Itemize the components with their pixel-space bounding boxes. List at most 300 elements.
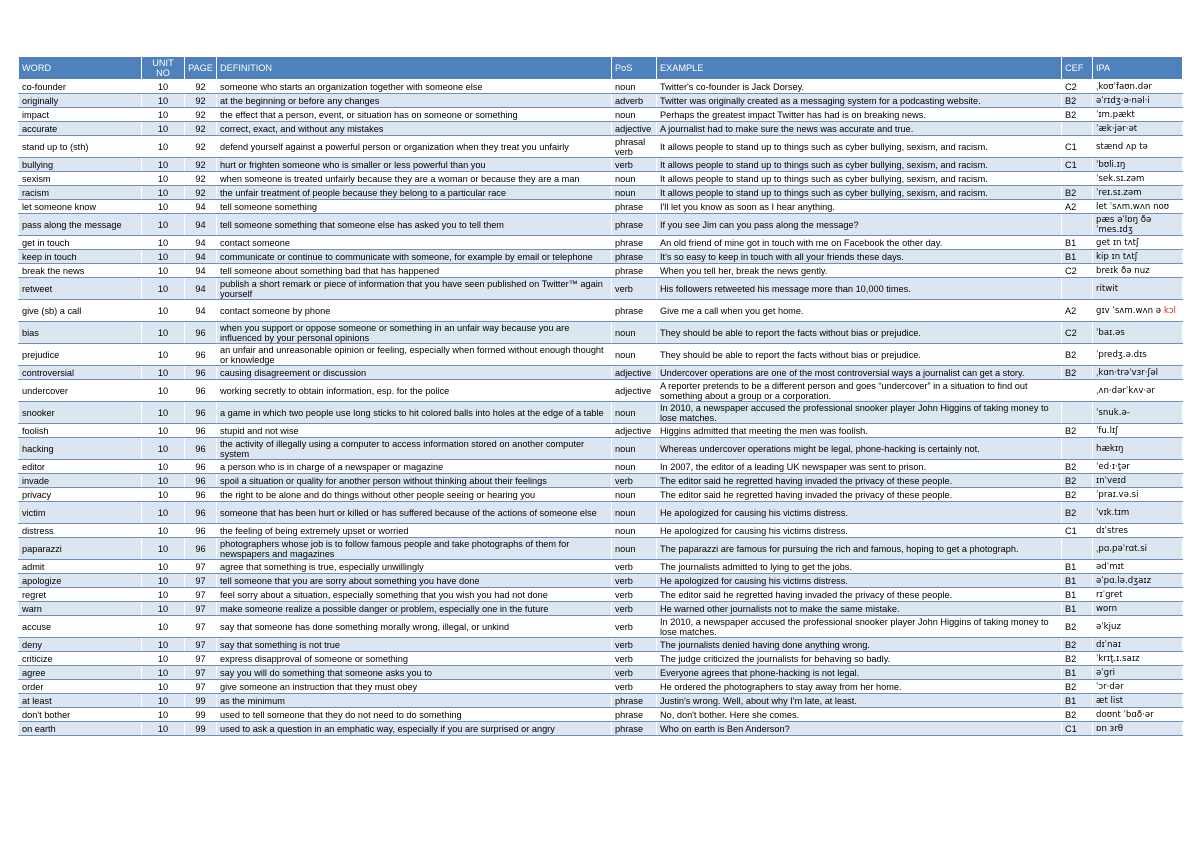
word-cell: controversial: [19, 366, 142, 380]
pos-cell: phrase: [612, 694, 657, 708]
example-cell: A journalist had to make sure the news was accurate and true.: [657, 122, 1062, 136]
example-cell: Give me a call when you get home.: [657, 300, 1062, 322]
definition-cell: an unfair and unreasonable opinion or feeling, especially when formed without enough thought or knowledge: [217, 344, 612, 366]
word-cell: racism: [19, 186, 142, 200]
example-cell: A reporter pretends to be a different person and goes “undercover” in a situation to find out something about a group or a corporation.: [657, 380, 1062, 402]
table-row: [19, 366, 1183, 380]
pos-cell: adjective: [612, 424, 657, 438]
table-row: [19, 136, 1183, 158]
example-cell: The paparazzi are famous for pursuing the rich and famous, hoping to get a photograph.: [657, 538, 1062, 560]
header-example: EXAMPLE: [657, 57, 1062, 80]
pos-cell: verb: [612, 652, 657, 666]
header-ipa: IPA: [1093, 57, 1183, 80]
page-cell: 96: [185, 438, 217, 460]
word-cell: co-founder: [19, 80, 142, 94]
ipa-cell: ˈpredʒ.ə.dɪs: [1093, 344, 1183, 366]
page-cell: 92: [185, 108, 217, 122]
unit-cell: 10: [142, 322, 185, 344]
ipa-cell: breɪk ðə nuz: [1093, 264, 1183, 278]
page-cell: 97: [185, 680, 217, 694]
table-row: [19, 474, 1183, 488]
ipa-cell: ˌpɑ.pəˈrɑt.si: [1093, 538, 1183, 560]
definition-cell: say that someone has done something morally wrong, illegal, or unkind: [217, 616, 612, 638]
word-cell: originally: [19, 94, 142, 108]
header-word: WORD: [19, 57, 142, 80]
word-cell: bias: [19, 322, 142, 344]
table-row: [19, 214, 1183, 236]
ipa-cell: let ˈsʌm.wʌn noʊ: [1093, 200, 1183, 214]
definition-cell: tell someone something: [217, 200, 612, 214]
cef-cell: B2: [1062, 366, 1093, 380]
table-row: [19, 438, 1183, 460]
word-cell: prejudice: [19, 344, 142, 366]
cef-cell: B1: [1062, 560, 1093, 574]
example-cell: Twitter was originally created as a messaging system for a podcasting website.: [657, 94, 1062, 108]
ipa-cell: æt list: [1093, 694, 1183, 708]
cef-cell: B1: [1062, 574, 1093, 588]
unit-cell: 10: [142, 424, 185, 438]
table-row: [19, 588, 1183, 602]
pos-cell: adverb: [612, 94, 657, 108]
page-cell: 97: [185, 638, 217, 652]
definition-cell: make someone realize a possible danger or problem, especially one in the future: [217, 602, 612, 616]
table-row: [19, 538, 1183, 560]
table-row: [19, 94, 1183, 108]
ipa-cell: ˈvɪk.tɪm: [1093, 502, 1183, 524]
page-cell: 92: [185, 136, 217, 158]
ipa-cell: get ɪn tʌtʃ: [1093, 236, 1183, 250]
pos-cell: adjective: [612, 366, 657, 380]
header-definition: DEFINITION: [217, 57, 612, 80]
table-row: [19, 708, 1183, 722]
header-page: PAGE: [185, 57, 217, 80]
definition-cell: a person who is in charge of a newspaper or magazine: [217, 460, 612, 474]
unit-cell: 10: [142, 616, 185, 638]
pos-cell: verb: [612, 602, 657, 616]
unit-cell: 10: [142, 438, 185, 460]
ipa-cell: ɒn ɜrθ: [1093, 722, 1183, 736]
word-cell: editor: [19, 460, 142, 474]
pos-cell: phrase: [612, 300, 657, 322]
cef-cell: C1: [1062, 722, 1093, 736]
example-cell: The editor said he regretted having invaded the privacy of these people.: [657, 588, 1062, 602]
page-cell: 96: [185, 538, 217, 560]
example-cell: In 2010, a newspaper accused the professional snooker player John Higgins of taking money to lose matches.: [657, 616, 1062, 638]
example-cell: Justin's wrong. Well, about why I'm late, at least.: [657, 694, 1062, 708]
header-cef: CEF: [1062, 57, 1093, 80]
pos-cell: noun: [612, 80, 657, 94]
header-unit: UNIT NO: [142, 57, 185, 80]
unit-cell: 10: [142, 560, 185, 574]
example-cell: Twitter's co-founder is Jack Dorsey.: [657, 80, 1062, 94]
unit-cell: 10: [142, 680, 185, 694]
definition-cell: tell someone something that someone else has asked you to tell them: [217, 214, 612, 236]
cef-cell: [1062, 278, 1093, 300]
definition-cell: give someone an instruction that they must obey: [217, 680, 612, 694]
unit-cell: 10: [142, 574, 185, 588]
pos-cell: noun: [612, 344, 657, 366]
word-cell: stand up to (sth): [19, 136, 142, 158]
word-cell: apologize: [19, 574, 142, 588]
ipa-cell: ˈbʊli.ɪŋ: [1093, 158, 1183, 172]
word-cell: paparazzi: [19, 538, 142, 560]
header-pos: PoS: [612, 57, 657, 80]
word-cell: impact: [19, 108, 142, 122]
cef-cell: A2: [1062, 300, 1093, 322]
word-cell: keep in touch: [19, 250, 142, 264]
example-cell: The editor said he regretted having invaded the privacy of these people.: [657, 474, 1062, 488]
table-row: [19, 524, 1183, 538]
ipa-cell: ˈkrɪt̬.ɪ.saɪz: [1093, 652, 1183, 666]
table-row: [19, 402, 1183, 424]
example-cell: Whereas undercover operations might be legal, phone-hacking is certainly not.: [657, 438, 1062, 460]
word-cell: break the news: [19, 264, 142, 278]
table-row: [19, 460, 1183, 474]
ipa-cell: ˈɪm.pækt: [1093, 108, 1183, 122]
example-cell: It allows people to stand up to things such as cyber bullying, sexism, and racism.: [657, 186, 1062, 200]
table-row: [19, 300, 1183, 322]
pos-cell: verb: [612, 666, 657, 680]
example-cell: The journalists admitted to lying to get the jobs.: [657, 560, 1062, 574]
word-cell: accuse: [19, 616, 142, 638]
word-cell: admit: [19, 560, 142, 574]
pos-cell: phrase: [612, 214, 657, 236]
cef-cell: [1062, 538, 1093, 560]
table-row: [19, 122, 1183, 136]
cef-cell: B2: [1062, 460, 1093, 474]
ipa-cell: doʊnt ˈbɑð·ər: [1093, 708, 1183, 722]
word-cell: privacy: [19, 488, 142, 502]
definition-cell: when someone is treated unfairly because they are a woman or because they are a man: [217, 172, 612, 186]
definition-cell: the effect that a person, event, or situation has on someone or something: [217, 108, 612, 122]
unit-cell: 10: [142, 602, 185, 616]
page-cell: 96: [185, 366, 217, 380]
page-cell: 92: [185, 122, 217, 136]
definition-cell: the activity of illegally using a computer to access information stored on another computer system: [217, 438, 612, 460]
word-cell: accurate: [19, 122, 142, 136]
page-cell: 97: [185, 652, 217, 666]
table-row: [19, 602, 1183, 616]
ipa-cell: ˈsnuk.ə-: [1093, 402, 1183, 424]
pos-cell: verb: [612, 560, 657, 574]
page-cell: 96: [185, 344, 217, 366]
example-cell: They should be able to report the facts without bias or prejudice.: [657, 322, 1062, 344]
word-cell: regret: [19, 588, 142, 602]
cef-cell: B2: [1062, 488, 1093, 502]
page-cell: 94: [185, 278, 217, 300]
definition-cell: publish a short remark or piece of information that you have seen published on Twitter™ again yourself: [217, 278, 612, 300]
ipa-cell: əˈgri: [1093, 666, 1183, 680]
word-cell: on earth: [19, 722, 142, 736]
word-cell: retweet: [19, 278, 142, 300]
ipa-cell: stænd ʌp tə: [1093, 136, 1183, 158]
cef-cell: B2: [1062, 474, 1093, 488]
example-cell: His followers retweeted his message more than 10,000 times.: [657, 278, 1062, 300]
page-cell: 96: [185, 380, 217, 402]
table-row: [19, 322, 1183, 344]
example-cell: Undercover operations are one of the most controversial ways a journalist can get a story.: [657, 366, 1062, 380]
ipa-cell: əˈkjuz: [1093, 616, 1183, 638]
table-row: [19, 666, 1183, 680]
unit-cell: 10: [142, 652, 185, 666]
pos-cell: noun: [612, 538, 657, 560]
table-row: [19, 574, 1183, 588]
cef-cell: B1: [1062, 588, 1093, 602]
table-row: [19, 200, 1183, 214]
example-cell: In 2010, a newspaper accused the professional snooker player John Higgins of taking money to lose matches.: [657, 402, 1062, 424]
pos-cell: noun: [612, 172, 657, 186]
definition-cell: communicate or continue to communicate with someone, for example by email or telephone: [217, 250, 612, 264]
definition-cell: stupid and not wise: [217, 424, 612, 438]
unit-cell: 10: [142, 460, 185, 474]
cef-cell: B1: [1062, 236, 1093, 250]
ipa-cell: dɪˈstres: [1093, 524, 1183, 538]
pos-cell: noun: [612, 438, 657, 460]
cef-cell: [1062, 380, 1093, 402]
table-row: [19, 344, 1183, 366]
cef-cell: [1062, 438, 1093, 460]
page-cell: 94: [185, 236, 217, 250]
unit-cell: 10: [142, 236, 185, 250]
pos-cell: adjective: [612, 122, 657, 136]
definition-cell: used to ask a question in an emphatic way, especially if you are surprised or angry: [217, 722, 612, 736]
definition-cell: photographers whose job is to follow famous people and take photographs of them for newspapers and magazines: [217, 538, 612, 560]
definition-cell: say you will do something that someone asks you to: [217, 666, 612, 680]
unit-cell: 10: [142, 502, 185, 524]
page-cell: 99: [185, 708, 217, 722]
table-row: [19, 424, 1183, 438]
unit-cell: 10: [142, 366, 185, 380]
table-row: [19, 250, 1183, 264]
unit-cell: 10: [142, 300, 185, 322]
ipa-highlight: kɔl: [1163, 305, 1176, 316]
example-cell: They should be able to report the facts without bias or prejudice.: [657, 344, 1062, 366]
pos-cell: noun: [612, 460, 657, 474]
example-cell: No, don't bother. Here she comes.: [657, 708, 1062, 722]
cef-cell: A2: [1062, 200, 1093, 214]
pos-cell: verb: [612, 158, 657, 172]
unit-cell: 10: [142, 278, 185, 300]
ipa-cell: əˈpɑ.lə.dʒaɪz: [1093, 574, 1183, 588]
unit-cell: 10: [142, 474, 185, 488]
pos-cell: phrase: [612, 200, 657, 214]
cef-cell: [1062, 172, 1093, 186]
word-cell: give (sb) a call: [19, 300, 142, 322]
cef-cell: B2: [1062, 708, 1093, 722]
cef-cell: B2: [1062, 186, 1093, 200]
unit-cell: 10: [142, 108, 185, 122]
example-cell: It's so easy to keep in touch with all your friends these days.: [657, 250, 1062, 264]
cef-cell: B2: [1062, 680, 1093, 694]
pos-cell: phrase: [612, 250, 657, 264]
word-cell: distress: [19, 524, 142, 538]
unit-cell: 10: [142, 488, 185, 502]
unit-cell: 10: [142, 708, 185, 722]
page-cell: 94: [185, 300, 217, 322]
cef-cell: B2: [1062, 424, 1093, 438]
cef-cell: C1: [1062, 136, 1093, 158]
example-cell: He apologized for causing his victims distress.: [657, 502, 1062, 524]
definition-cell: hurt or frighten someone who is smaller or less powerful than you: [217, 158, 612, 172]
definition-cell: the unfair treatment of people because they belong to a particular race: [217, 186, 612, 200]
example-cell: I'll let you know as soon as I hear anything.: [657, 200, 1062, 214]
example-cell: It allows people to stand up to things such as cyber bullying, sexism, and racism.: [657, 158, 1062, 172]
definition-cell: at the beginning or before any changes: [217, 94, 612, 108]
word-cell: at least: [19, 694, 142, 708]
ipa-cell: ˈed·ɪ·t̬ər: [1093, 460, 1183, 474]
cef-cell: B1: [1062, 666, 1093, 680]
cef-cell: C1: [1062, 158, 1093, 172]
page-cell: 92: [185, 186, 217, 200]
pos-cell: phrase: [612, 236, 657, 250]
pos-cell: noun: [612, 502, 657, 524]
definition-cell: someone who starts an organization together with someone else: [217, 80, 612, 94]
word-cell: get in touch: [19, 236, 142, 250]
pos-cell: verb: [612, 474, 657, 488]
cef-cell: [1062, 122, 1093, 136]
word-cell: sexism: [19, 172, 142, 186]
ipa-text: gɪv ˈsʌm.wʌn ə: [1096, 305, 1162, 316]
example-cell: The judge criticized the journalists for behaving so badly.: [657, 652, 1062, 666]
cef-cell: B1: [1062, 250, 1093, 264]
unit-cell: 10: [142, 666, 185, 680]
page-cell: 96: [185, 488, 217, 502]
page-cell: 96: [185, 474, 217, 488]
table-row: [19, 652, 1183, 666]
definition-cell: spoil a situation or quality for another person without thinking about their feelings: [217, 474, 612, 488]
cef-cell: B2: [1062, 502, 1093, 524]
cef-cell: [1062, 214, 1093, 236]
cef-cell: [1062, 402, 1093, 424]
word-cell: order: [19, 680, 142, 694]
unit-cell: 10: [142, 264, 185, 278]
pos-cell: noun: [612, 402, 657, 424]
ipa-cell: ritwit: [1093, 278, 1183, 300]
pos-cell: verb: [612, 588, 657, 602]
unit-cell: 10: [142, 722, 185, 736]
page-cell: 94: [185, 200, 217, 214]
page-cell: 96: [185, 502, 217, 524]
ipa-cell: kip ɪn tʌtʃ: [1093, 250, 1183, 264]
table-row: [19, 380, 1183, 402]
table-row: [19, 560, 1183, 574]
pos-cell: noun: [612, 322, 657, 344]
page-cell: 92: [185, 172, 217, 186]
example-cell: In 2007, the editor of a leading UK newspaper was sent to prison.: [657, 460, 1062, 474]
cef-cell: C1: [1062, 524, 1093, 538]
unit-cell: 10: [142, 638, 185, 652]
ipa-cell: ɪnˈveɪd: [1093, 474, 1183, 488]
page-cell: 96: [185, 402, 217, 424]
page-cell: 96: [185, 322, 217, 344]
definition-cell: causing disagreement or discussion: [217, 366, 612, 380]
unit-cell: 10: [142, 250, 185, 264]
table-row: [19, 488, 1183, 502]
pos-cell: verb: [612, 574, 657, 588]
definition-cell: when you support or oppose someone or something in an unfair way because you are influenced by your personal opinions: [217, 322, 612, 344]
example-cell: When you tell her, break the news gently.: [657, 264, 1062, 278]
ipa-cell: ˈsek.sɪ.zəm: [1093, 172, 1183, 186]
ipa-cell: pæs əˈlɒŋ ðə ˈmes.ɪdʒ: [1093, 214, 1183, 236]
table-row: [19, 80, 1183, 94]
definition-cell: express disapproval of someone or something: [217, 652, 612, 666]
table-row: [19, 722, 1183, 736]
table-row: [19, 616, 1183, 638]
example-cell: Higgins admitted that meeting the men was foolish.: [657, 424, 1062, 438]
example-cell: The editor said he regretted having invaded the privacy of these people.: [657, 488, 1062, 502]
example-cell: Everyone agrees that phone-hacking is not legal.: [657, 666, 1062, 680]
definition-cell: tell someone about something bad that has happened: [217, 264, 612, 278]
word-cell: agree: [19, 666, 142, 680]
ipa-cell: [1093, 300, 1183, 322]
page-cell: 94: [185, 214, 217, 236]
unit-cell: 10: [142, 402, 185, 424]
page-cell: 96: [185, 460, 217, 474]
table-row: [19, 186, 1183, 200]
word-cell: bullying: [19, 158, 142, 172]
word-cell: snooker: [19, 402, 142, 424]
definition-cell: say that something is not true: [217, 638, 612, 652]
table-row: [19, 236, 1183, 250]
unit-cell: 10: [142, 94, 185, 108]
unit-cell: 10: [142, 80, 185, 94]
word-cell: hacking: [19, 438, 142, 460]
cef-cell: B2: [1062, 616, 1093, 638]
definition-cell: the right to be alone and do things without other people seeing or hearing you: [217, 488, 612, 502]
pos-cell: phrase: [612, 708, 657, 722]
unit-cell: 10: [142, 380, 185, 402]
definition-cell: used to tell someone that they do not need to do something: [217, 708, 612, 722]
pos-cell: verb: [612, 616, 657, 638]
unit-cell: 10: [142, 158, 185, 172]
unit-cell: 10: [142, 200, 185, 214]
cef-cell: C2: [1062, 80, 1093, 94]
pos-cell: noun: [612, 524, 657, 538]
example-cell: He apologized for causing his victims distress.: [657, 524, 1062, 538]
page-cell: 92: [185, 158, 217, 172]
ipa-cell: əˈrɪdʒ·ə·nəl·i: [1093, 94, 1183, 108]
definition-cell: agree that something is true, especially unwillingly: [217, 560, 612, 574]
pos-cell: noun: [612, 488, 657, 502]
pos-cell: verb: [612, 638, 657, 652]
definition-cell: as the minimum: [217, 694, 612, 708]
pos-cell: noun: [612, 108, 657, 122]
pos-cell: verb: [612, 680, 657, 694]
pos-cell: phrase: [612, 722, 657, 736]
definition-cell: working secretly to obtain information, esp. for the police: [217, 380, 612, 402]
cef-cell: C2: [1062, 322, 1093, 344]
pos-cell: verb: [612, 278, 657, 300]
table-row: [19, 680, 1183, 694]
page-cell: 96: [185, 424, 217, 438]
ipa-cell: dɪˈnaɪ: [1093, 638, 1183, 652]
page-cell: 94: [185, 250, 217, 264]
table-row: [19, 172, 1183, 186]
cef-cell: B1: [1062, 602, 1093, 616]
page-cell: 97: [185, 574, 217, 588]
definition-cell: a game in which two people use long sticks to hit colored balls into holes at the edge of a table: [217, 402, 612, 424]
word-cell: invade: [19, 474, 142, 488]
table-row: [19, 158, 1183, 172]
table-row: [19, 694, 1183, 708]
unit-cell: 10: [142, 344, 185, 366]
unit-cell: 10: [142, 186, 185, 200]
definition-cell: defend yourself against a powerful person or organization when they treat you unfairly: [217, 136, 612, 158]
ipa-cell: ˈfu.lɪʃ: [1093, 424, 1183, 438]
example-cell: Who on earth is Ben Anderson?: [657, 722, 1062, 736]
page-cell: 97: [185, 560, 217, 574]
table-row: [19, 264, 1183, 278]
